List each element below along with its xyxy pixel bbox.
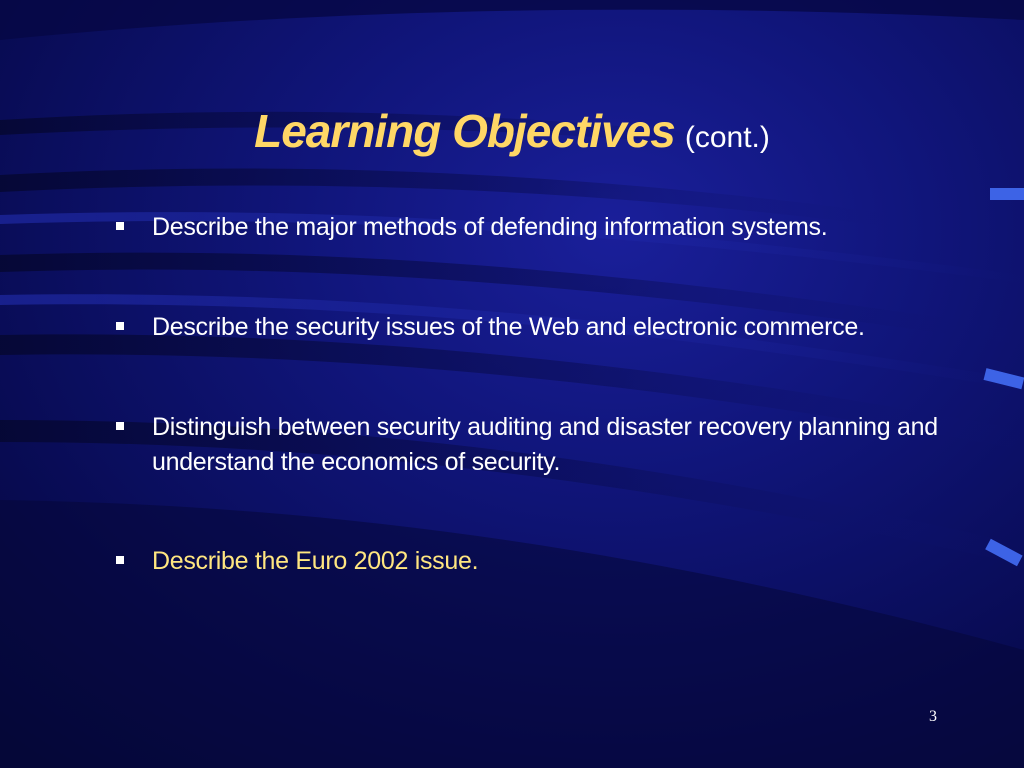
list-item — [114, 544, 944, 579]
square-bullet-icon — [116, 222, 124, 230]
bullet-text: Distinguish between security auditing and disaster recovery planning and understand the economics of security. — [152, 413, 938, 476]
title-main: Learning Objectives — [254, 105, 675, 157]
bullet-text: Describe the major methods of defending information systems. — [152, 213, 828, 241]
list-item — [114, 410, 944, 480]
list-item — [114, 310, 944, 345]
square-bullet-icon — [116, 422, 124, 430]
bullet-text: Describe the security issues of the Web and electronic commerce. — [152, 313, 865, 341]
square-bullet-icon — [116, 322, 124, 330]
title-continued: (cont.) — [684, 121, 770, 154]
square-bullet-icon — [116, 556, 124, 564]
page-number: 3 — [929, 708, 937, 725]
list-item — [114, 210, 944, 245]
edge-decoration — [990, 188, 1024, 200]
bullet-text: Describe the Euro 2002 issue. — [152, 547, 479, 575]
slide-title — [0, 104, 1024, 158]
